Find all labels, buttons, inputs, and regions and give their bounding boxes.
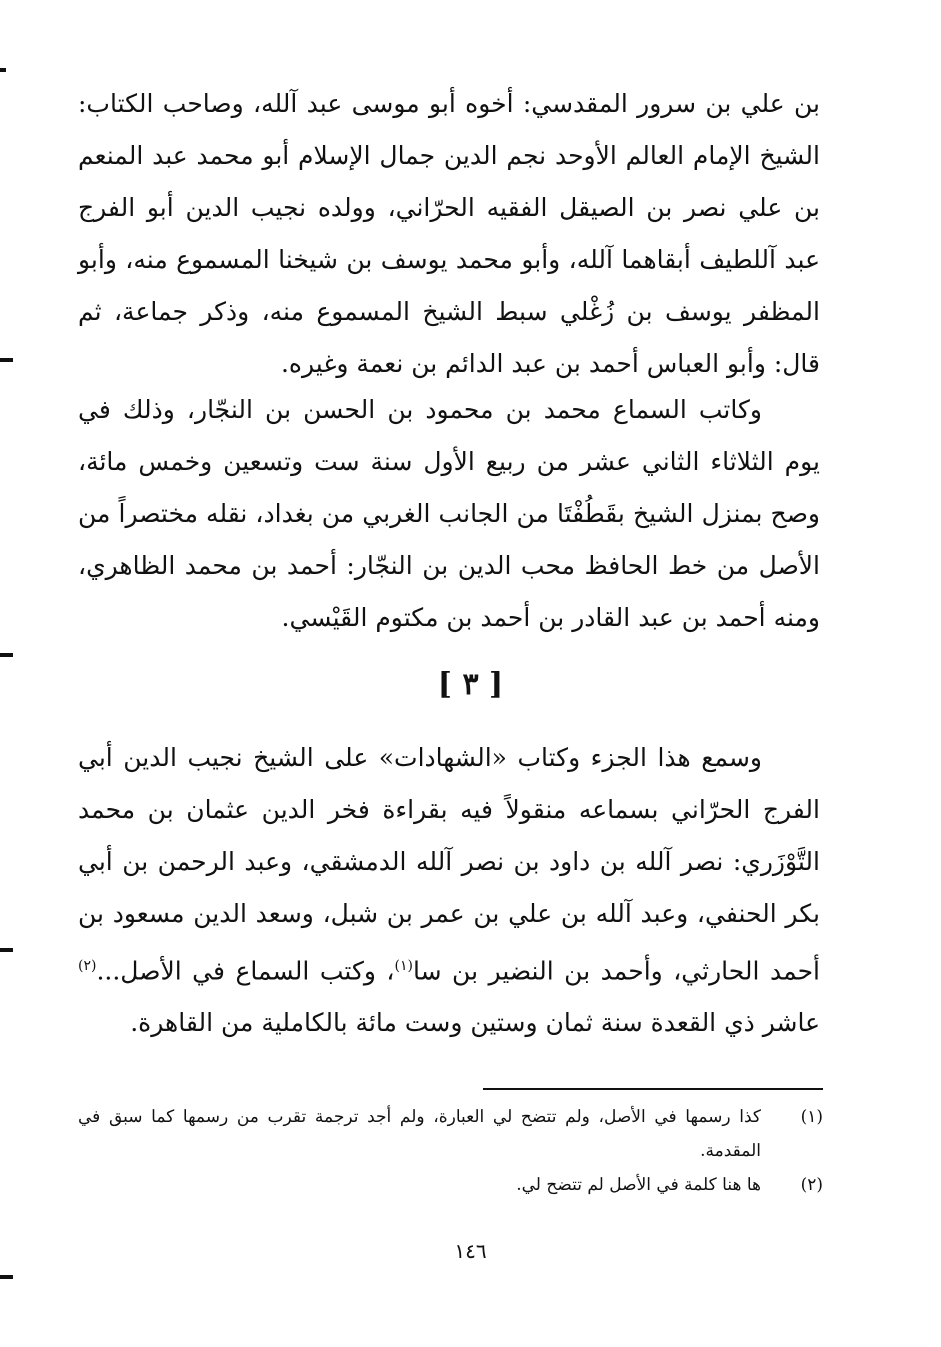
- paragraph-text: وكاتب السماع محمد بن محمود بن الحسن بن النجّار، وذلك في يوم الثلاثاء الثاني عشر من ربيع الأول سنة ست وتسعين وخمس مائة، وصح بمنزل الشيخ بقَطُفْتَا من الجانب الغربي من بغداد، نقله مختصراً من الأصل من خط الحافظ محب الدين بن النجّار: أحمد بن محمد الظاهري، ومنه أحمد بن عبد القادر بن أحمد بن مكتوم القَيْسي.: [78, 395, 820, 632]
- footnote-reference[interactable]: (٢): [78, 958, 97, 974]
- footnotes-section: [78, 1100, 823, 1202]
- footnote-number: (٢): [800, 1175, 823, 1195]
- paragraph-text: [78, 732, 820, 1049]
- footnote-number: (١): [800, 1107, 823, 1127]
- page-number: ١٤٦: [454, 1239, 487, 1263]
- footnote-reference[interactable]: (١): [394, 958, 413, 974]
- scan-edge-mark: [0, 948, 13, 952]
- scan-edge-mark: [0, 68, 6, 72]
- section-heading-number: [ ٣ ]: [437, 667, 504, 702]
- paragraph-text-part: ، وكتب السماع في الأصل...: [96, 956, 395, 986]
- scan-edge-mark: [0, 653, 13, 657]
- footnote-text: ها هنا كلمة في الأصل لم تتضح لي.: [516, 1175, 761, 1195]
- paragraph-text-part: وسمع هذا الجزء وكتاب «الشهادات» على الشيخ نجيب الدين أبي الفرج الحرّاني بسماعه منقولاً فيه بقراءة فخر الدين عثمان بن محمد التَّوْزَري: نصر آلله بن داود بن نصر آلله الدمشقي، وعبد الرحمن بن أبي بكر الحنفي، وعبد آلله بن علي بن عمر بن شبل، وسعد الدين مسعود بن أحمد الحارثي، وأحمد بن النضير بن سا: [78, 743, 820, 986]
- scan-edge-mark: [0, 358, 13, 362]
- paragraph-audition: [78, 732, 820, 1049]
- paragraph-scribe: [78, 384, 820, 644]
- scan-edge-mark: [0, 1275, 13, 1279]
- paragraph-continuation: [78, 78, 820, 390]
- footnote-text: كذا رسمها في الأصل، ولم تتضح لي العبارة، ولم أجد ترجمة تقرب من رسمها كما سبق في المقدمة.: [78, 1107, 761, 1161]
- paragraph-text: بن علي بن سرور المقدسي: أخوه أبو موسى عبد آلله، وصاحب الكتاب: الشيخ الإمام العالم الأوحد نجم الدين جمال الإسلام أبو محمد عبد المنعم بن علي نصر بن الصيقل الفقيه الحرّاني، وولده نجيب الدين أبو الفرج عبد آللطيف أبقاهما آلله، وأبو محمد يوسف بن شيخنا المسموع منه، وأبو المظفر يوسف بن زُغْلي سبط الشيخ المسموع منه، وذكر جماعة، ثم قال: وأبو العباس أحمد بن عبد الدائم بن نعمة وغيره.: [78, 89, 820, 378]
- footnote-item: [78, 1168, 823, 1202]
- footnote-item: [78, 1100, 823, 1168]
- footnote-divider: [483, 1088, 823, 1090]
- paragraph-text-part: عاشر ذي القعدة سنة ثمان وستين وست مائة بالكاملية من القاهرة.: [130, 1008, 820, 1038]
